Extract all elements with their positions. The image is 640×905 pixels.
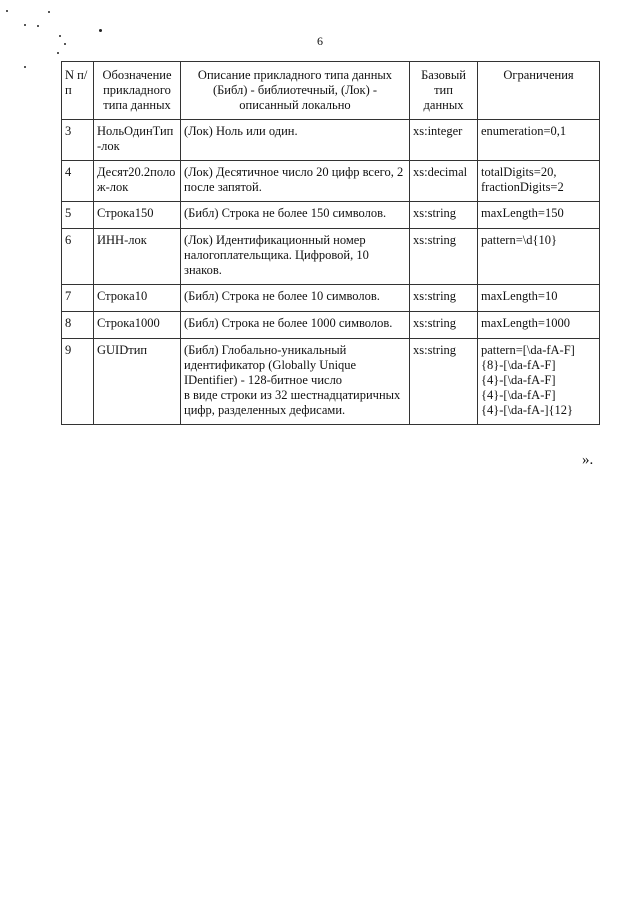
cell-description: (Библ) Глобально-уникальный идентификатор (Globally Unique IDentifier) - 128-битное число в виде строки из 32 шестнадцатиричных цифр, разделенных дефисами.: [181, 339, 410, 425]
data-types-table: [61, 61, 600, 425]
table-header-row: [62, 62, 600, 120]
cell-base-type: xs:string: [410, 229, 478, 285]
header-number: N п/п: [62, 62, 94, 120]
cell-designation: НольОдинТип -лок: [94, 120, 181, 161]
cell-number: 3: [62, 120, 94, 161]
scan-speck: [24, 66, 26, 68]
table-row: [62, 229, 600, 285]
cell-number: 6: [62, 229, 94, 285]
cell-designation: Строка150: [94, 202, 181, 229]
cell-description: (Лок) Ноль или один.: [181, 120, 410, 161]
cell-restrictions: maxLength=1000: [478, 312, 600, 339]
cell-designation: ИНН-лок: [94, 229, 181, 285]
cell-number: 5: [62, 202, 94, 229]
cell-restrictions: totalDigits=20, fractionDigits=2: [478, 161, 600, 202]
cell-restrictions: maxLength=10: [478, 285, 600, 312]
cell-base-type: xs:string: [410, 202, 478, 229]
cell-restrictions: pattern=[\da-fA-F] {8}-[\da-fA-F] {4}-[\da-fA-F] {4}-[\da-fA-F] {4}-[\da-fA-]{12}: [478, 339, 600, 425]
scan-speck: [99, 29, 102, 32]
table-row: [62, 285, 600, 312]
cell-restrictions: maxLength=150: [478, 202, 600, 229]
cell-number: 4: [62, 161, 94, 202]
cell-restrictions: enumeration=0,1: [478, 120, 600, 161]
cell-base-type: xs:string: [410, 312, 478, 339]
table-row: [62, 339, 600, 425]
cell-designation: Строка1000: [94, 312, 181, 339]
table-row: [62, 312, 600, 339]
cell-base-type: xs:string: [410, 339, 478, 425]
cell-designation: GUIDтип: [94, 339, 181, 425]
header-description: Описание прикладного типа данных (Библ) - библиотечный, (Лок) - описанный локально: [181, 62, 410, 120]
scan-speck: [24, 24, 26, 26]
page-number: 6: [317, 34, 323, 48]
cell-number: 7: [62, 285, 94, 312]
table-row: [62, 120, 600, 161]
cell-number: 8: [62, 312, 94, 339]
scan-speck: [57, 52, 59, 54]
scan-speck: [37, 25, 39, 27]
cell-number: 9: [62, 339, 94, 425]
header-restrictions: Ограничения: [478, 62, 600, 120]
cell-description: (Библ) Строка не более 10 символов.: [181, 285, 410, 312]
cell-description: (Лок) Десятичное число 20 цифр всего, 2 после запятой.: [181, 161, 410, 202]
cell-description: (Библ) Строка не более 150 символов.: [181, 202, 410, 229]
header-designation: Обозначение прикладного типа данных: [94, 62, 181, 120]
header-base-type: Базовый тип данных: [410, 62, 478, 120]
table-row: [62, 161, 600, 202]
scan-speck: [48, 11, 50, 13]
cell-base-type: xs:integer: [410, 120, 478, 161]
cell-base-type: xs:string: [410, 285, 478, 312]
cell-base-type: xs:decimal: [410, 161, 478, 202]
cell-designation: Строка10: [94, 285, 181, 312]
scan-speck: [6, 10, 8, 12]
table-row: [62, 202, 600, 229]
closing-quote: ».: [582, 452, 594, 468]
cell-designation: Десят20.2полож-лок: [94, 161, 181, 202]
cell-description: (Лок) Идентификационный номер налогоплательщика. Цифровой, 10 знаков.: [181, 229, 410, 285]
cell-restrictions: pattern=\d{10}: [478, 229, 600, 285]
cell-description: (Библ) Строка не более 1000 символов.: [181, 312, 410, 339]
